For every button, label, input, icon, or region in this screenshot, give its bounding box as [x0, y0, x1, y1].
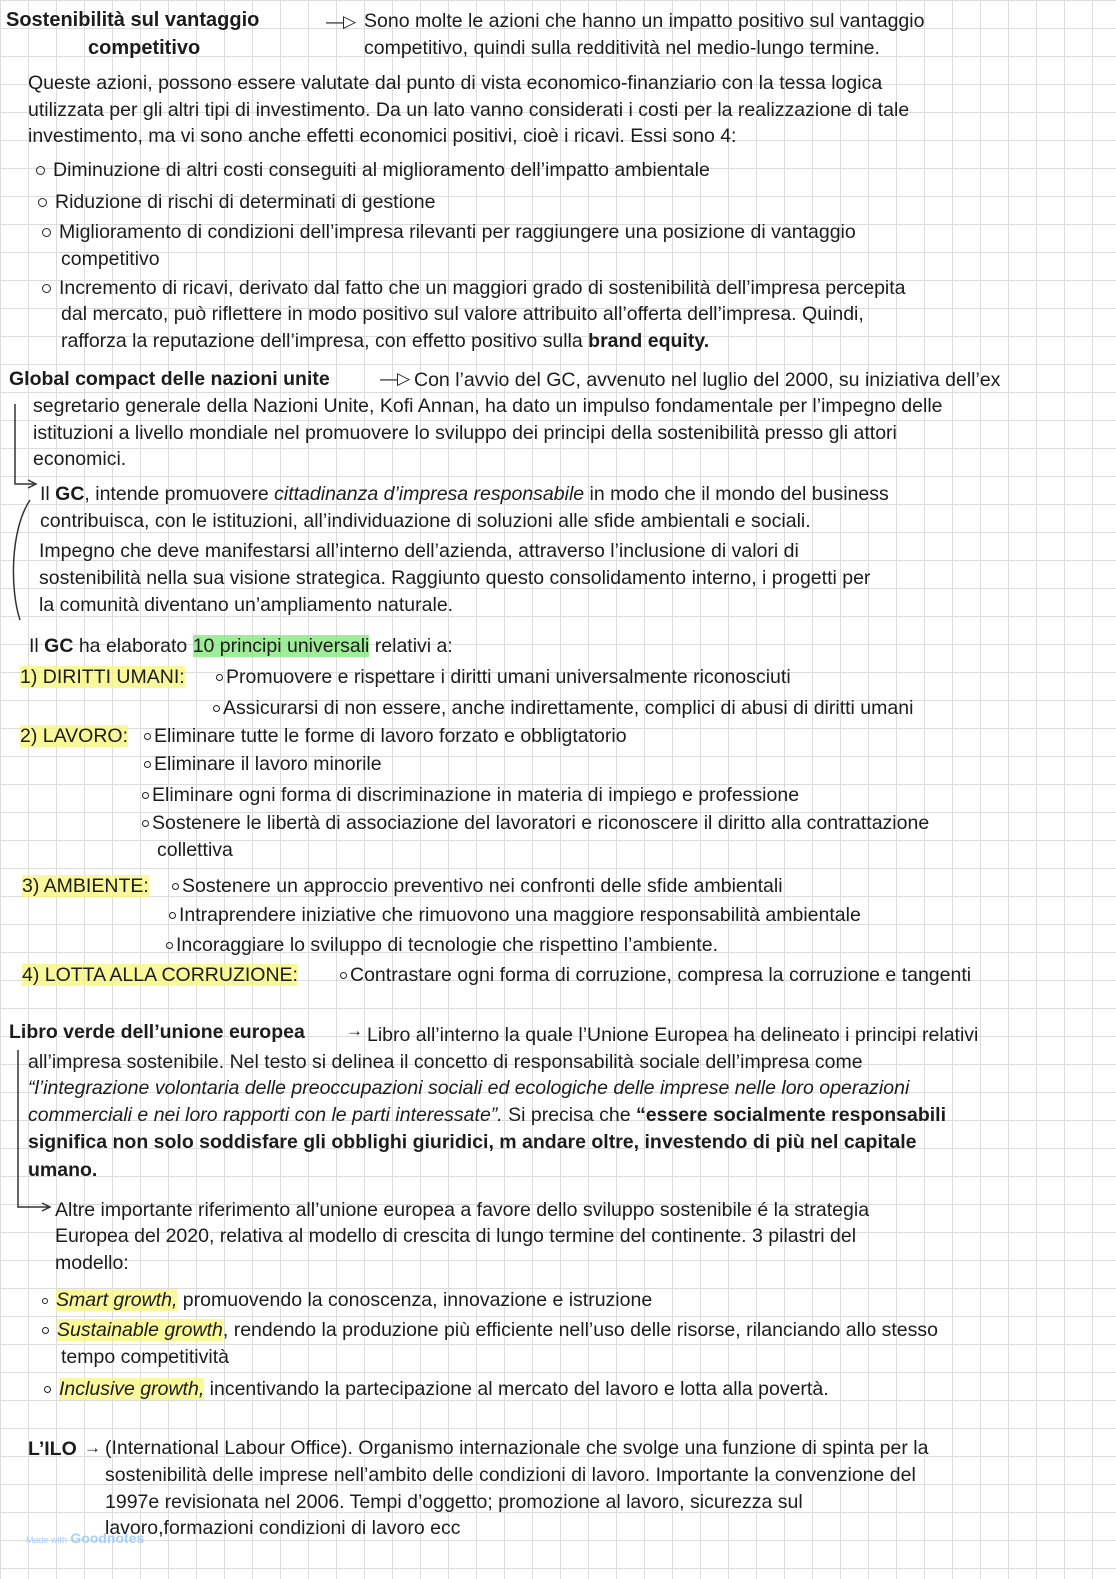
bullet-icon: [166, 942, 173, 949]
bullet-icon: [142, 820, 149, 827]
list-item-cont: rafforza la reputazione dell’impresa, con effetto positivo sulla brand equity.: [61, 330, 710, 352]
arrow-icon: —▷: [326, 12, 357, 31]
bullet-icon: [42, 1327, 49, 1334]
paragraph-line: umano.: [28, 1159, 98, 1181]
paragraph-line: Impegno che deve manifestarsi all’interno dell’azienda, attraverso l’inclusione di valori di: [39, 540, 799, 562]
arrow-icon: →: [346, 1021, 363, 1040]
bullet-icon: [42, 284, 51, 293]
list-item: Incremento di ricavi, derivato dal fatto che un maggiori grado di sostenibilità dell’impresa percepita: [42, 275, 906, 302]
paragraph-line: 1997e revisionata nel 2006. Tempi d’oggetto; promozione al lavoro, sicurezza sul: [105, 1491, 803, 1513]
principle-item: Sostenere un approccio preventivo nei confronti delle sfide ambientali: [169, 873, 783, 900]
bullet-icon: [42, 228, 51, 237]
bullet-icon: [169, 912, 176, 919]
principle-item: Incoraggiare lo sviluppo di tecnologie che rispettino l’ambiente.: [163, 932, 718, 959]
principle-item: Eliminare il lavoro minorile: [141, 751, 382, 778]
paragraph-line: modello:: [55, 1252, 129, 1274]
bullet-icon: [216, 674, 223, 681]
intro-line: Sono molte le azioni che hanno un impatto positivo sul vantaggio: [364, 10, 925, 32]
section-title-sostenibilita-cont: competitivo: [88, 37, 201, 59]
pillar-item: Smart growth, promuovendo la conoscenza, innovazione e istruzione: [42, 1287, 652, 1314]
paragraph-line: Il GC ha elaborato 10 principi universali relativi a:: [29, 635, 453, 657]
section-title-sostenibilita: Sostenibilità sul vantaggio: [6, 9, 260, 31]
bullet-icon: [44, 1386, 51, 1393]
principle-item: Contrastare ogni forma di corruzione, compresa la corruzione e tangenti: [337, 962, 971, 989]
bullet-icon: [213, 705, 220, 712]
paragraph-line: commerciali e nei loro rapporti con le parti interessate”. Si precisa che “essere socialmente responsabili: [28, 1104, 946, 1126]
bullet-icon: [36, 166, 45, 175]
arrow-icon: →: [84, 1438, 101, 1457]
paragraph-line: Queste azioni, possono essere valutate dal punto di vista economico-finanziario con la tessa logica: [28, 72, 883, 94]
arrow-icon: —▷: [380, 369, 411, 388]
paragraph-line: (International Labour Office). Organismo internazionale che svolge una funzione di spinta per la: [105, 1437, 929, 1459]
section-title-global-compact: Global compact delle nazioni unite: [9, 368, 330, 390]
bullet-icon: [340, 972, 347, 979]
paragraph-line: Il GC, intende promuovere cittadinanza d’impresa responsabile in modo che il mondo del business: [40, 483, 889, 505]
pillar-item: Sustainable growth, rendendo la produzione più efficiente nell’uso delle risorse, rilanciando allo stesso: [42, 1317, 938, 1344]
pillar-item-cont: tempo competitività: [61, 1346, 229, 1368]
section-title-ilo: L’ILO: [28, 1438, 77, 1460]
principle-item: Eliminare tutte le forme di lavoro forzato e obbligtatorio: [141, 723, 627, 750]
bullet-icon: [38, 198, 47, 207]
paragraph-line: contribuisca, con le istituzioni, all’individuazione di soluzioni alle sfide ambientali e sociali.: [40, 510, 811, 532]
paragraph-line: utilizzata per gli altri tipi di investimento. Da un lato vanno considerati i costi per la realizzazione di tale: [28, 99, 910, 121]
paragraph-line: all’impresa sostenibile. Nel testo si delinea il concetto di responsabilità sociale dell’impresa come: [28, 1051, 863, 1073]
paragraph-line: Libro all’interno la quale l’Unione Europea ha delineato i principi relativi: [367, 1024, 979, 1046]
list-item: Diminuzione di altri costi conseguiti al miglioramento dell’impatto ambientale: [36, 157, 710, 184]
paragraph-line: sostenibilità nella sua visione strategica. Raggiunto questo consolidamento interno, i progetti per: [39, 567, 871, 589]
pillar-item: Inclusive growth, incentivando la partecipazione al mercato del lavoro e lotta alla povertà.: [44, 1376, 829, 1403]
principle-item: Sostenere le libertà di associazione del lavoratori e riconoscere il diritto alla contrattazione: [139, 810, 929, 837]
category-label: 4) LOTTA ALLA CORRUZIONE:: [22, 964, 298, 986]
paragraph-line: economici.: [33, 448, 127, 470]
category-label: 2) LAVORO:: [20, 725, 129, 747]
paragraph-line: Con l’avvio del GC, avvenuto nel luglio del 2000, su iniziativa dell’ex: [414, 369, 1001, 391]
paragraph-line: istituzioni a livello mondiale nel promuovere lo sviluppo dei principi della sostenibilità presso gli attori: [33, 422, 897, 444]
category-label: 1) DIRITTI UMANI:: [20, 666, 185, 688]
intro-line: competitivo, quindi sulla redditività nel medio-lungo termine.: [364, 37, 880, 59]
bullet-icon: [42, 1298, 48, 1304]
paragraph-line: segretario generale della Nazioni Unite, Kofi Annan, ha dato un impulso fondamentale per l’impegno delle: [33, 395, 943, 417]
list-item-cont: competitivo: [61, 248, 160, 270]
principle-item: Assicurarsi di non essere, anche indirettamente, complici di abusi di diritti umani: [210, 695, 913, 722]
principle-item: Intraprendere iniziative che rimuovono una maggiore responsabilità ambientale: [166, 902, 861, 929]
principle-item: Eliminare ogni forma di discriminazione in materia di impiego e professione: [139, 782, 799, 809]
bullet-icon: [142, 792, 149, 799]
paragraph-line: Altre importante riferimento all’unione europea a favore dello sviluppo sostenibile é la strategia: [55, 1199, 870, 1221]
list-item-cont: dal mercato, può riflettere in modo positivo sul valore attribuito all’offerta dell’impresa. Quindi,: [61, 303, 864, 325]
principle-item-cont: collettiva: [157, 839, 233, 861]
bullet-icon: [172, 883, 179, 890]
bullet-icon: [144, 761, 151, 768]
principle-item: Promuovere e rispettare i diritti umani universalmente riconosciuti: [213, 664, 791, 691]
list-item: Miglioramento di condizioni dell’impresa rilevanti per raggiungere una posizione di vantaggio: [42, 219, 856, 246]
paragraph-line: “l’integrazione volontaria delle preoccupazioni sociali ed ecologiche delle imprese nelle loro operazioni: [28, 1077, 910, 1099]
paragraph-line: lavoro,formazioni condizioni di lavoro ecc: [105, 1517, 461, 1539]
paragraph-line: sostenibilità delle imprese nell’ambito delle condizioni di lavoro. Importante la convenzione del: [105, 1464, 916, 1486]
connector-line: [0, 0, 1, 1]
bullet-icon: [144, 733, 151, 740]
list-item: Riduzione di rischi di determinati di gestione: [38, 189, 435, 216]
paragraph-line: significa non solo soddisfare gli obblighi giuridici, m andare oltre, investendo di più nel capitale: [28, 1131, 917, 1153]
category-label: 3) AMBIENTE:: [22, 875, 149, 897]
section-title-libro-verde: Libro verde dell’unione europea: [9, 1021, 305, 1043]
paragraph-line: investimento, ma vi sono anche effetti economici positivi, cioè i ricavi. Essi sono 4:: [28, 125, 737, 147]
goodnotes-watermark: Made with Goodnotes: [26, 1530, 145, 1546]
paragraph-line: la comunità diventano un’ampliamento naturale.: [39, 594, 454, 616]
paragraph-line: Europea del 2020, relativa al modello di crescita di lungo termine del continente. 3 pilastri del: [55, 1225, 857, 1247]
